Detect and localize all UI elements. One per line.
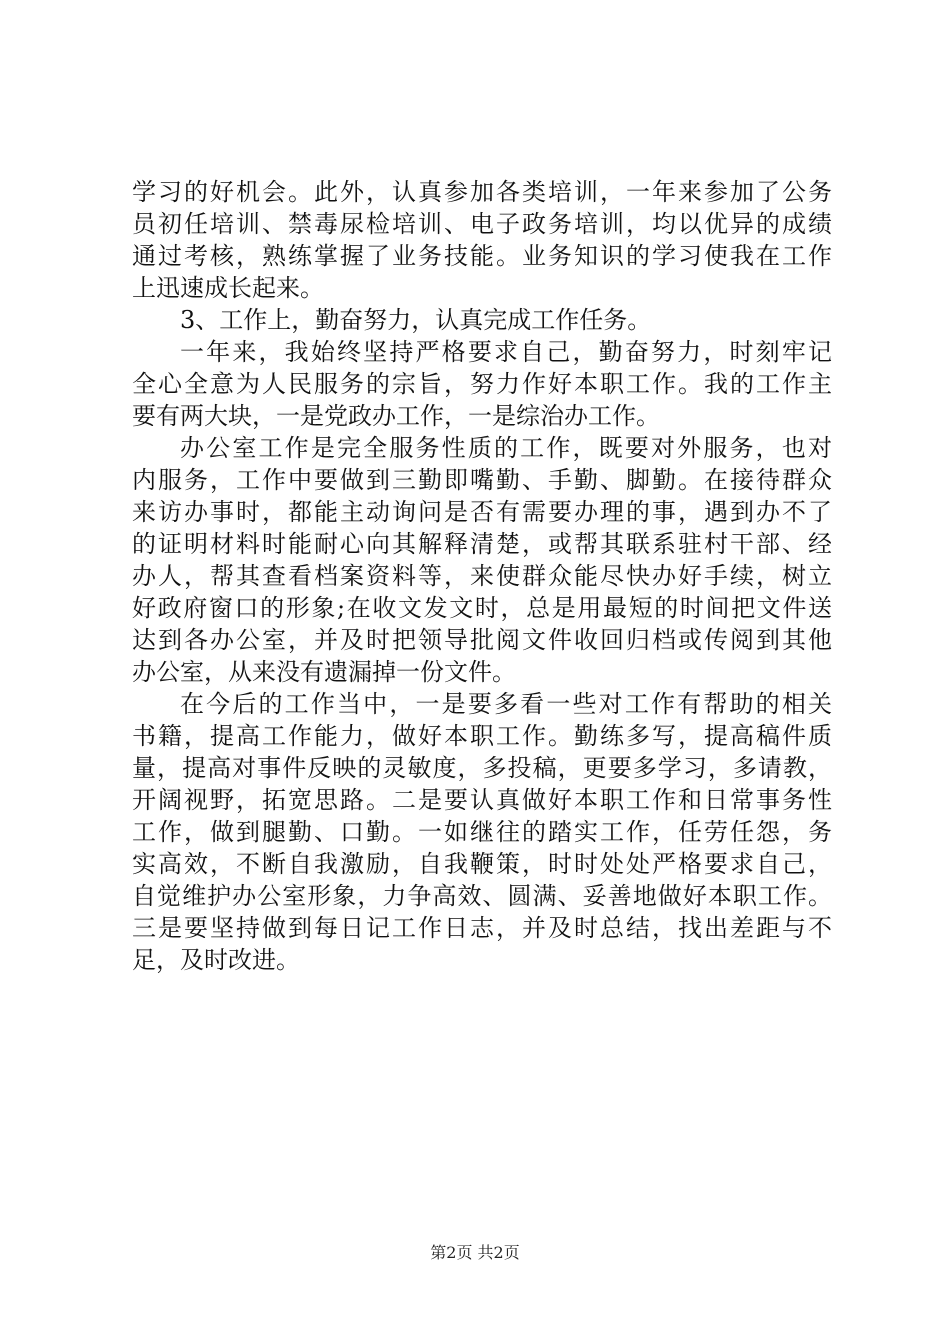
text-line: 内服务，工作中要做到三勤即嘴勤、手勤、脚勤。在接待群众 xyxy=(132,466,832,494)
text-line: 在今后的工作当中，一是要多看一些对工作有帮助的相关 xyxy=(180,690,832,718)
text-line: 三是要坚持做到每日记工作日志，并及时总结，找出差距与不 xyxy=(132,914,832,942)
text-line: 通过考核，熟练掌握了业务技能。业务知识的学习使我在工作 xyxy=(132,242,832,270)
text-line: 学习的好机会。此外，认真参加各类培训，一年来参加了公务 xyxy=(132,178,832,206)
text-line: 办公室工作是完全服务性质的工作，既要对外服务，也对 xyxy=(180,434,832,462)
text-line: 员初任培训、禁毒尿检培训、电子政务培训，均以优异的成绩 xyxy=(132,210,832,238)
text-line: 足，及时改进。 xyxy=(132,946,300,974)
text-line: 一年来，我始终坚持严格要求自己，勤奋努力，时刻牢记 xyxy=(180,338,832,366)
text-line: 书籍，提高工作能力，做好本职工作。勤练多写，提高稿件质 xyxy=(132,722,832,750)
text-line: 好政府窗口的形象;在收文发文时，总是用最短的时间把文件送 xyxy=(132,594,832,622)
text-line: 自觉维护办公室形象，力争高效、圆满、妥善地做好本职工作。 xyxy=(132,882,832,910)
text-line: 实高效，不断自我激励，自我鞭策，时时处处严格要求自己， xyxy=(132,850,832,878)
text-line: 办人，帮其查看档案资料等，来使群众能尽快办好手续，树立 xyxy=(132,562,832,590)
text-line: 开阔视野，拓宽思路。二是要认真做好本职工作和日常事务性 xyxy=(132,786,832,814)
text-line: 全心全意为人民服务的宗旨，努力作好本职工作。我的工作主 xyxy=(132,370,832,398)
text-line: 办公室，从来没有遗漏掉一份文件。 xyxy=(132,658,516,686)
text-line: 要有两大块，一是党政办工作，一是综治办工作。 xyxy=(132,402,660,430)
text-line: 上迅速成长起来。 xyxy=(132,274,324,302)
page-number-footer: 第2页 共2页 xyxy=(430,1243,520,1262)
text-line: 来访办事时，都能主动询问是否有需要办理的事，遇到办不了 xyxy=(132,498,832,526)
text-line: 的证明材料时能耐心向其解释清楚，或帮其联系驻村干部、经 xyxy=(132,530,832,558)
section-heading: 3、工作上，勤奋努力，认真完成工作任务。 xyxy=(180,306,652,334)
document-body xyxy=(132,176,832,976)
text-line: 达到各办公室，并及时把领导批阅文件收回归档或传阅到其他 xyxy=(132,626,832,654)
text-line: 工作，做到腿勤、口勤。一如继往的踏实工作，任劳任怨，务 xyxy=(132,818,832,846)
text-line: 量，提高对事件反映的灵敏度，多投稿，更要多学习，多请教， xyxy=(132,754,832,782)
